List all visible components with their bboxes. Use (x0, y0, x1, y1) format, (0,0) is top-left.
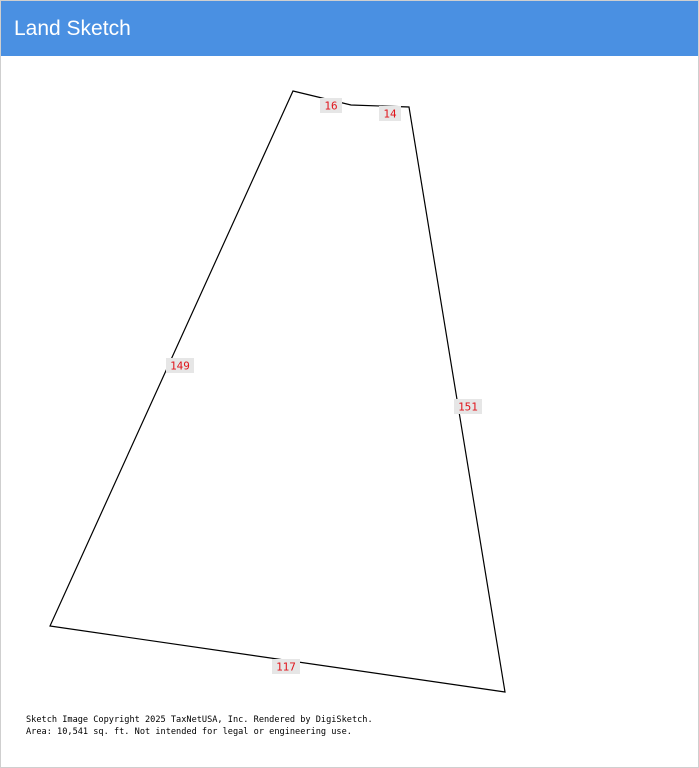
segment-label-top-left (320, 98, 342, 113)
segment-label-bottom (272, 659, 300, 674)
segment-label-text: 149 (170, 359, 190, 373)
area-note-text: Area: 10,541 sq. ft. Not intended for legal or engineering use. (26, 727, 352, 737)
copyright-text: Sketch Image Copyright 2025 TaxNetUSA, Inc. Rendered by DigiSketch. (26, 715, 373, 725)
segment-label-text: 117 (276, 660, 296, 674)
segment-label-top-right (379, 106, 401, 121)
segment-label-left (166, 358, 194, 373)
page-title: Land Sketch (14, 16, 131, 40)
segment-label-text: 16 (324, 99, 338, 113)
segment-label-right (454, 399, 482, 414)
segment-label-text: 151 (458, 400, 478, 414)
parcel-sketch (1, 1, 698, 767)
parcel-outline (50, 91, 505, 692)
segment-label-text: 14 (383, 107, 397, 121)
